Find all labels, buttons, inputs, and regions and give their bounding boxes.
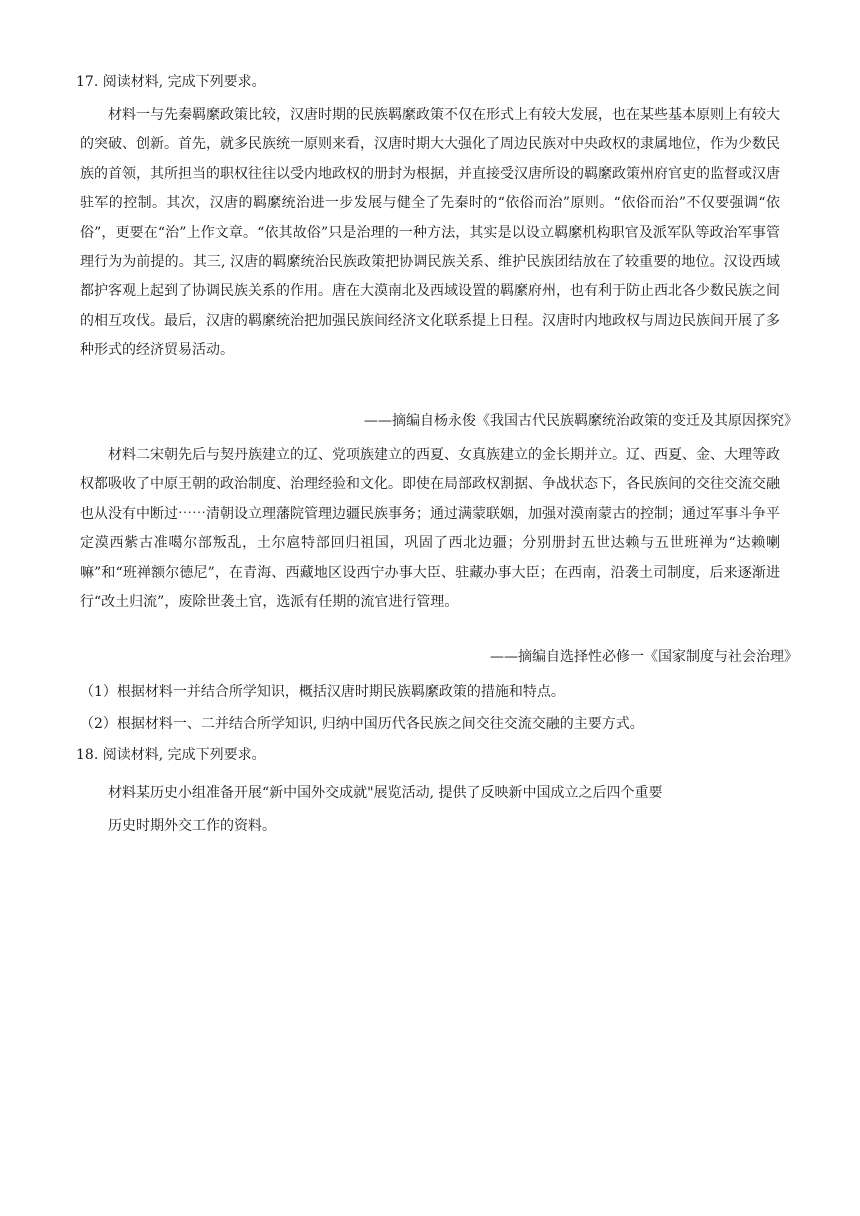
question-18-material-line-1: 材料某历史小组准备开展“新中国外交成就"展览活动, 提供了反映新中国成立之后四个重要	[108, 785, 663, 801]
material-1-source: ——摘编自杨永俊《我国古代民族羁縻统治政策的变迁及其原因探究》	[364, 413, 798, 429]
material-2-paragraph	[80, 441, 780, 617]
material-1-paragraph	[80, 101, 780, 366]
material-2-source: ——摘编自选择性必修一《国家制度与社会治理》	[490, 649, 798, 665]
question-17-part-2: （2）根据材料一、二并结合所学知识, 归纳中国历代各民族之间交往交流交融的主要方式。	[80, 716, 644, 732]
question-18-material-line-2: 历史时期外交工作的资料。	[108, 818, 276, 834]
question-17-part-1: （1）根据材料一并结合所学知识，概括汉唐时期民族羁縻政策的措施和特点。	[80, 684, 565, 700]
material-1-text: 材料一与先秦羁縻政策比较，汉唐时期的民族羁縻政策不仅在形式上有较大发展，也在某些基本原则上有较大的突破、创新。首先，就多民族统一原则来看，汉唐时期大大强化了周边民族对中央政权的隶属地位，作为少数民族的首领，其所担当的职权往往以受内地政权的册封为根据，并直接受汉唐所设的羁縻政策州府官吏的监督或汉唐驻军的控制。其次，汉唐的羁縻统治进一步发展与健全了先秦时的“依俗而治”原则。“依俗而治”不仅要强调“依俗”，更要在“治”上作文章。“依其故俗”只是治理的一种方法，其实是以设立羁縻机构职官及派军队等政治军事管理行为为前提的。其三, 汉唐的羁縻统治民族政策把协调民族关系、维护民族团结放在了较重要的地位。汉设西域都护客观上起到了协调民族关系的作用。唐在大漠南北及西域设置的羁縻府州，也有利于防止西北各少数民族之间的相互攻伐。最后，汉唐的羁縻统治把加强民族间经济文化联系提上日程。汉唐时内地政权与周边民族间开展了多种形式的经济贸易活动。	[80, 107, 780, 359]
question-17-title: 17. 阅读材料, 完成下列要求。	[76, 74, 266, 90]
material-2-text: 材料二宋朝先后与契丹族建立的辽、党项族建立的西夏、女真族建立的金长期并立。辽、西夏、金、大理等政权都吸收了中原王朝的政治制度、治理经验和文化。即使在局部政权割据、争战状态下，各民族间的交往交流交融也从没有中断过⋯⋯清朝设立理藩院管理边疆民族事务；通过满蒙联姻，加强对漠南蒙古的控制；通过军事斗争平定漠西紫古准噶尔部叛乱，土尔扈特部回归祖国，巩固了西北边疆；分别册封五世达赖与五世班禅为“达赖喇嘛”和“班禅额尔德尼”，在青海、西藏地区设西宁办事大臣、驻藏办事大臣；在西南，沿袭土司制度，后来逐渐进行“改土归流”，废除世袭土官，选派有任期的流官进行管理。	[80, 447, 780, 611]
question-18-title: 18. 阅读材料, 完成下列要求。	[76, 747, 266, 763]
